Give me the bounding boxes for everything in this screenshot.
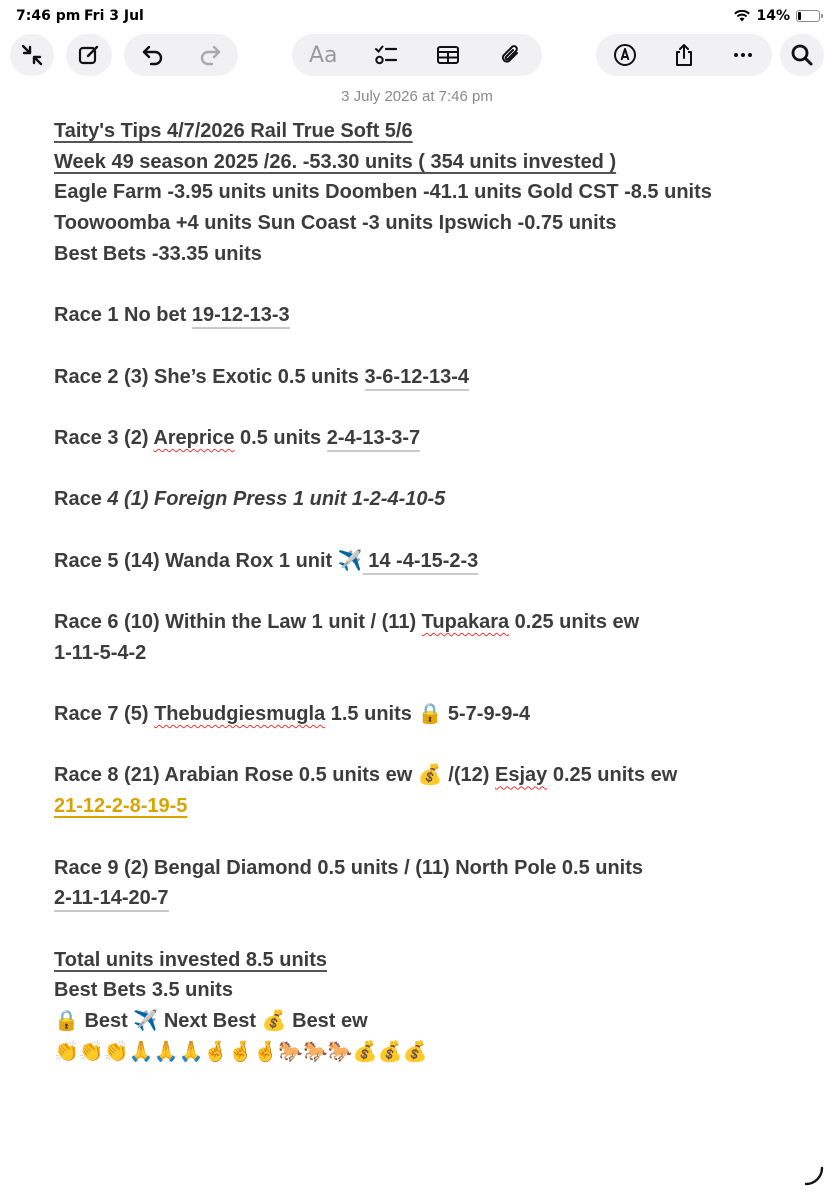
best-bets-total-line: Best Bets 3.5 units bbox=[54, 979, 233, 1002]
status-time: 7:46 pm bbox=[16, 8, 81, 24]
note-tracks-line-2: Toowoomba +4 units Sun Coast -3 units Ipswich -0.75 units bbox=[54, 212, 617, 235]
table-icon[interactable] bbox=[430, 37, 466, 73]
battery-icon bbox=[796, 10, 820, 22]
toolbar bbox=[0, 34, 834, 78]
race-5-line: Race 5 (14) Wanda Rox 1 unit ✈️ 14 -4-15-2-3 bbox=[54, 546, 824, 577]
race-3-numbers: 2-4-13-3-7 bbox=[327, 427, 420, 452]
note-tracks-line-1: Eagle Farm -3.95 units units Doomben -41.1 units Gold CST -8.5 units bbox=[54, 181, 712, 204]
race-7-line: Race 7 (5) Thebudgiesmugla 1.5 units 🔒 5-7-9-9-4 bbox=[54, 703, 531, 726]
race-8-horse: Esjay bbox=[495, 764, 548, 787]
race-6-line: Race 6 (10) Within the Law 1 unit / (11) Tupakara 0.25 units ew bbox=[54, 611, 640, 633]
race-7-horse: Thebudgiesmugla bbox=[154, 703, 326, 726]
race-4-line: Race 4 (1) Foreign Press 1 unit 1-2-4-10-5 bbox=[54, 488, 446, 511]
race-1-numbers: 19-12-13-3 bbox=[192, 304, 290, 329]
compose-icon[interactable] bbox=[71, 37, 107, 73]
redo-icon[interactable] bbox=[192, 37, 228, 73]
note-timestamp: 3 July 2026 at 7:46 pm bbox=[341, 88, 493, 105]
markup-icon[interactable] bbox=[607, 37, 643, 73]
lock-icon: 🔒 bbox=[417, 703, 443, 726]
status-bar bbox=[0, 0, 834, 34]
status-date: Fri 3 Jul bbox=[84, 8, 144, 24]
note-week-line: Week 49 season 2025 /26. -53.30 units ( 354 units invested ) bbox=[54, 150, 617, 173]
plane-icon: ✈️ bbox=[133, 1009, 159, 1032]
race-8-numbers-link[interactable]: 21-12-2-8-19-5 bbox=[54, 795, 188, 818]
note-body[interactable] bbox=[54, 116, 824, 1067]
race-2-numbers: 3-6-12-13-4 bbox=[365, 366, 470, 391]
attachment-icon[interactable] bbox=[493, 37, 529, 73]
race-8-line: Race 8 (21) Arabian Rose 0.5 units ew 💰 /(12) Esjay 0.25 units ew bbox=[54, 764, 678, 787]
race-5-numbers: 14 -4-15-2-3 bbox=[363, 550, 479, 575]
undo-icon[interactable] bbox=[135, 37, 171, 73]
money-bag-icon: 💰 bbox=[261, 1009, 287, 1032]
note-title-line: Taity's Tips 4/7/2026 Rail True Soft 5/6 bbox=[54, 120, 413, 142]
collapse-icon[interactable] bbox=[14, 37, 50, 73]
race-2-line: Race 2 (3) She’s Exotic 0.5 units 3-6-12-13-4 bbox=[54, 362, 824, 393]
race-6-numbers: 1-11-5-4-2 bbox=[54, 641, 147, 664]
search-icon[interactable] bbox=[784, 37, 820, 73]
search-button[interactable] bbox=[780, 34, 824, 76]
race-3-horse: Areprice bbox=[153, 426, 235, 449]
more-icon[interactable] bbox=[725, 37, 761, 73]
collapse-button[interactable] bbox=[10, 34, 54, 76]
emoji-row: 👏👏👏🙏🙏🙏🤞🤞🤞🐎🐎🐎💰💰💰 bbox=[54, 1040, 428, 1063]
battery-percent: 14% bbox=[756, 8, 790, 24]
format-group bbox=[292, 34, 542, 76]
race-9-line: Race 9 (2) Bengal Diamond 0.5 units / (11) North Pole 0.5 units bbox=[54, 856, 644, 879]
share-icon[interactable] bbox=[666, 37, 702, 73]
text-format-icon[interactable]: Aa bbox=[308, 42, 338, 68]
race-3-line: Race 3 (2) Areprice 0.5 units 2-4-13-3-7 bbox=[54, 423, 824, 454]
money-bag-icon: 💰 bbox=[417, 764, 443, 787]
race-1-line: Race 1 No bet 19-12-13-3 bbox=[54, 300, 824, 331]
wifi-icon bbox=[734, 10, 750, 22]
status-right bbox=[734, 8, 820, 24]
resize-handle-icon[interactable] bbox=[802, 1164, 826, 1188]
lock-icon: 🔒 bbox=[54, 1009, 79, 1032]
legend-line: 🔒 Best ✈️ Next Best 💰 Best ew bbox=[54, 1009, 368, 1032]
race-6-horse: Tupakara bbox=[421, 611, 510, 633]
compose-button[interactable] bbox=[66, 34, 112, 76]
race-9-numbers: 2-11-14-20-7 bbox=[54, 887, 169, 912]
actions-group bbox=[596, 34, 772, 76]
plane-icon: ✈️ bbox=[337, 549, 363, 572]
undo-redo-group bbox=[124, 34, 238, 76]
total-invested-line: Total units invested 8.5 units bbox=[54, 948, 328, 971]
checklist-icon[interactable] bbox=[368, 37, 404, 73]
note-bestbets-line: Best Bets -33.35 units bbox=[54, 242, 262, 265]
